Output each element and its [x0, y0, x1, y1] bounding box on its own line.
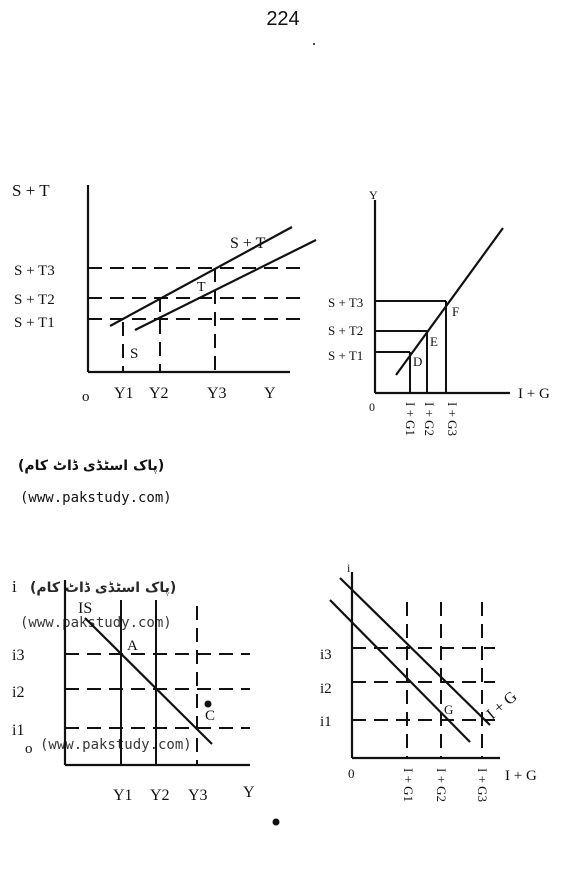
watermark-url-1: (www.pakstudy.com): [20, 490, 172, 506]
watermark-urdu-1: (پاک اسٹڈی ڈاٹ کام): [18, 458, 165, 474]
fig2-x-tick-g3: I + G3: [445, 402, 460, 437]
fig4-x-tick-g2: I + G2: [434, 768, 449, 803]
fig4-level-label-2: i2: [320, 681, 332, 697]
fig3-curve-label: IS: [78, 600, 93, 617]
fig1-origin: o: [82, 389, 90, 405]
fig4-level-label-1: i1: [320, 714, 332, 730]
fig3-x-tick-y3: Y3: [188, 787, 208, 804]
watermark-url-3: (www.pakstudy.com): [40, 737, 192, 753]
fig2-level-label-1: S + T1: [328, 348, 364, 363]
fig1-x-tick-y2: Y2: [149, 385, 169, 402]
fig4-curve-upper: [340, 578, 490, 725]
fig3-x-tick-y: Y: [243, 784, 255, 801]
fig1-curve-label: S + T: [230, 235, 266, 252]
fig2-x-axis-label: I + G: [518, 386, 550, 402]
fig3-is-curve-line: [85, 618, 212, 744]
fig3-point-a: A: [127, 638, 138, 654]
fig1-level-label-2: S + T2: [14, 292, 55, 308]
figure-1-saving-tax: [12, 181, 316, 405]
fig3-x-tick-y2: Y2: [150, 787, 170, 804]
fig3-origin: o: [25, 741, 33, 757]
fig4-x-tick-g1: I + G1: [401, 768, 416, 803]
fig4-origin: 0: [348, 766, 355, 781]
fig1-x-tick-y: Y: [264, 385, 276, 402]
fig1-level-label-3: S + T3: [14, 263, 55, 279]
fig1-curve-lower: [135, 240, 316, 330]
fig4-y-axis-label: i: [347, 561, 351, 575]
fig3-level-label-2: i2: [12, 684, 25, 701]
fig3-point-c-dot: [205, 701, 212, 708]
fig2-point-d: D: [413, 354, 423, 369]
fig2-x-tick-g2: I + G2: [422, 402, 437, 437]
fig2-level-label-2: S + T2: [328, 323, 364, 338]
fig3-x-tick-y1: Y1: [113, 787, 133, 804]
fig2-level-label-3: S + T3: [328, 295, 364, 310]
figure-4-interest-investment: [320, 561, 537, 802]
ink-speck: [273, 819, 280, 826]
fig2-point-f: F: [452, 304, 460, 319]
fig2-point-e: E: [430, 334, 438, 349]
fig4-x-axis-label: I + G: [505, 768, 537, 784]
fig2-x-tick-g1: I + G1: [403, 402, 418, 437]
fig1-point-t: T: [197, 280, 206, 295]
fig3-y-axis-label: i: [12, 577, 17, 596]
watermark-urdu-2: (پاک اسٹڈی ڈاٹ کام): [30, 580, 177, 596]
fig3-level-label-1: i1: [12, 722, 25, 739]
fig4-level-label-3: i3: [320, 647, 332, 663]
fig1-point-s: S: [130, 346, 139, 362]
fig3-point-c: C: [205, 708, 216, 724]
fig4-curve-label: I + G: [483, 688, 521, 724]
fig2-origin: 0: [369, 400, 375, 414]
fig1-y-axis-label: S + T: [12, 181, 50, 200]
ink-speck-top: [313, 43, 315, 45]
fig3-level-label-3: i3: [12, 647, 25, 664]
fig1-level-label-1: S + T1: [14, 315, 55, 331]
fig2-y-axis-label: Y: [369, 188, 378, 202]
fig1-x-tick-y1: Y1: [114, 385, 134, 402]
figure-3-is-curve: [12, 577, 255, 804]
fig4-point-g: G: [444, 702, 454, 717]
figure-2-investment-government: [328, 188, 550, 436]
watermark-url-2: (www.pakstudy.com): [20, 615, 172, 631]
fig4-x-tick-g3: I + G3: [475, 768, 490, 803]
page-number: 224: [266, 8, 300, 30]
fig1-x-tick-y3: Y3: [207, 385, 227, 402]
